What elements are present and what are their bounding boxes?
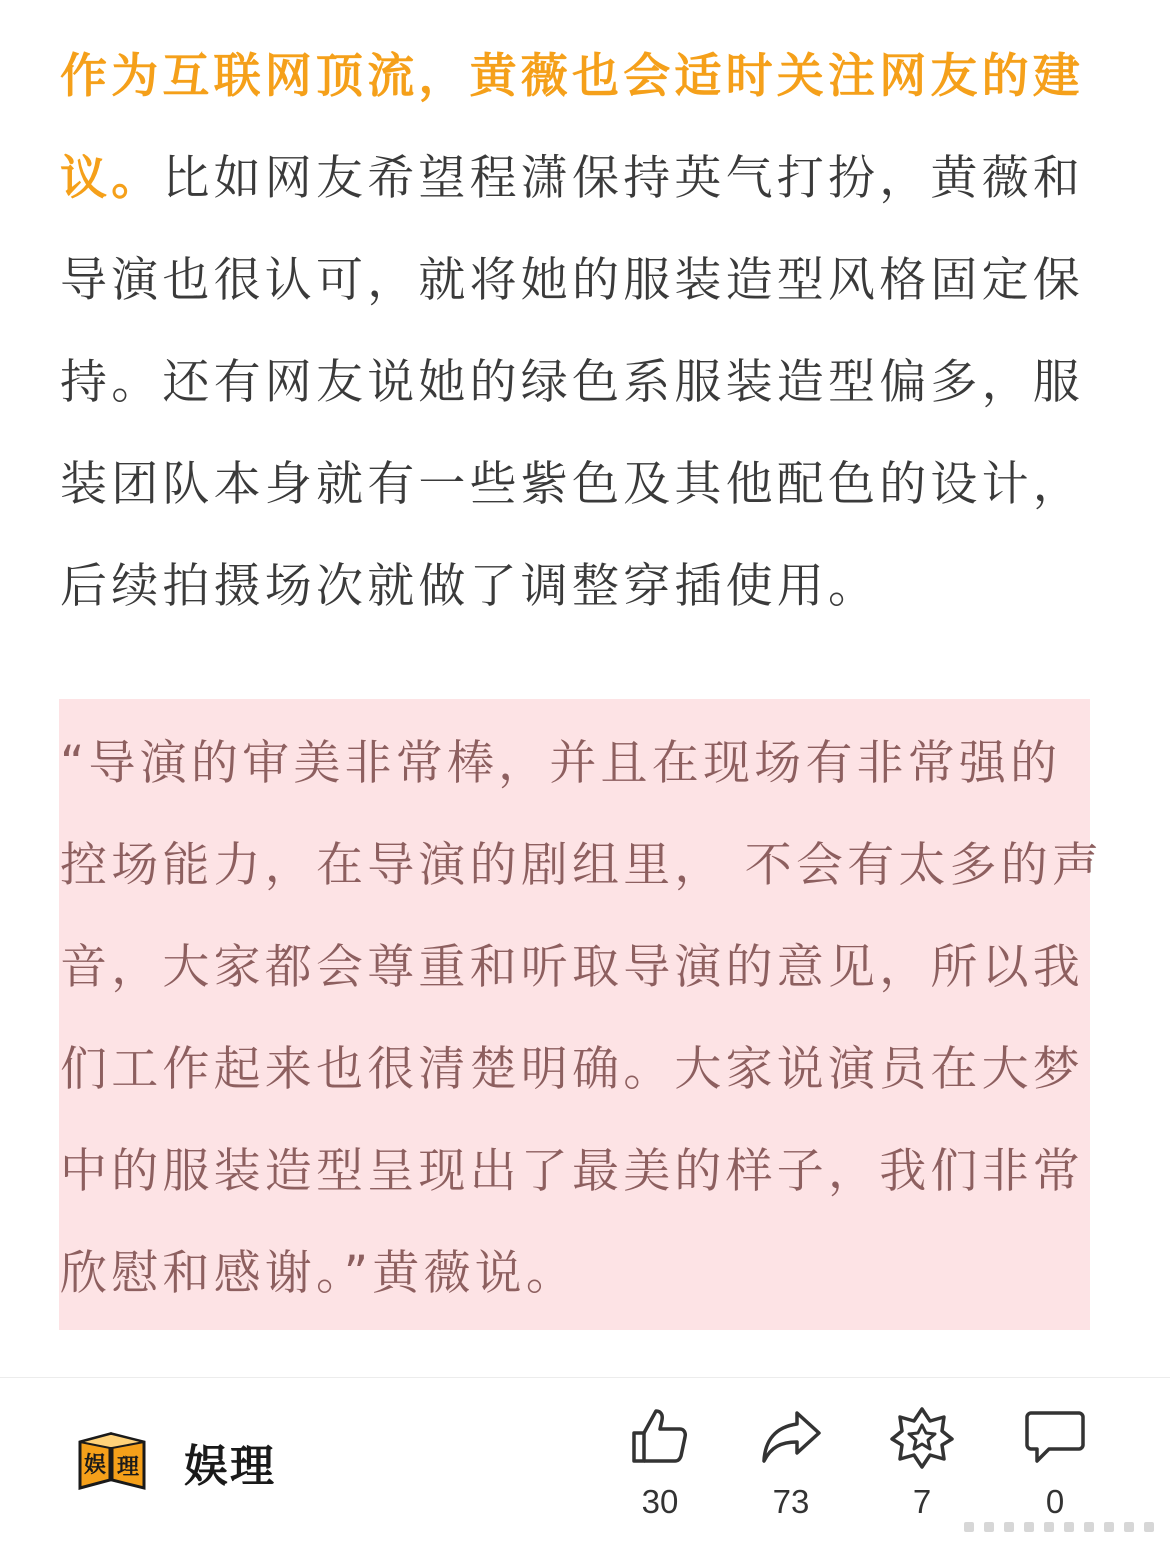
like-count: 30: [641, 1483, 679, 1520]
share-button[interactable]: [736, 1405, 846, 1521]
thumbs-up-icon: [628, 1405, 692, 1469]
divider: [0, 1377, 1170, 1378]
star-badge-icon: [890, 1405, 954, 1469]
author-info[interactable]: [74, 1428, 276, 1496]
author-name[interactable]: 娱理: [184, 1441, 276, 1492]
logo-char-1: 娱: [83, 1453, 107, 1478]
home-indicator: [964, 1522, 1160, 1532]
comment-bubble-icon: [1023, 1405, 1087, 1469]
comment-button[interactable]: [1000, 1405, 1110, 1521]
paragraph-body: 比如网友希望程潇保持英气打扮，黄薇和导演也很认可，就将她的服装造型风格固定保持。还有网友说她的绿色系服装造型偏多，服装团队本身就有一些紫色及其他配色的设计，后续拍摄场次就做了调整穿插使用。: [60, 151, 1085, 614]
like-button[interactable]: [605, 1405, 715, 1521]
author-logo[interactable]: [74, 1428, 150, 1496]
quote-text: “导演的审美非常棒，并且在现场有非常强的控场能力，在导演的剧组里， 不会有太多的声音，大家都会尊重和听取导演的意见，所以我们工作起来也很清楚明确。大家说演员在大梦中的服装造型呈现出了最美的样子，我们非常欣慰和感谢。”黄薇说。: [60, 736, 1104, 1301]
favorite-count: 7: [912, 1483, 932, 1520]
article-paragraph: [60, 26, 1110, 638]
highlighted-sentence: 作为互联网顶流，黄薇也会适时关注网友的建议。: [60, 49, 1084, 206]
comment-count: 0: [1045, 1483, 1065, 1520]
logo-char-2: 理: [116, 1455, 140, 1480]
share-count: 73: [772, 1483, 810, 1520]
share-arrow-icon: [759, 1405, 823, 1469]
favorite-button[interactable]: [867, 1405, 977, 1521]
